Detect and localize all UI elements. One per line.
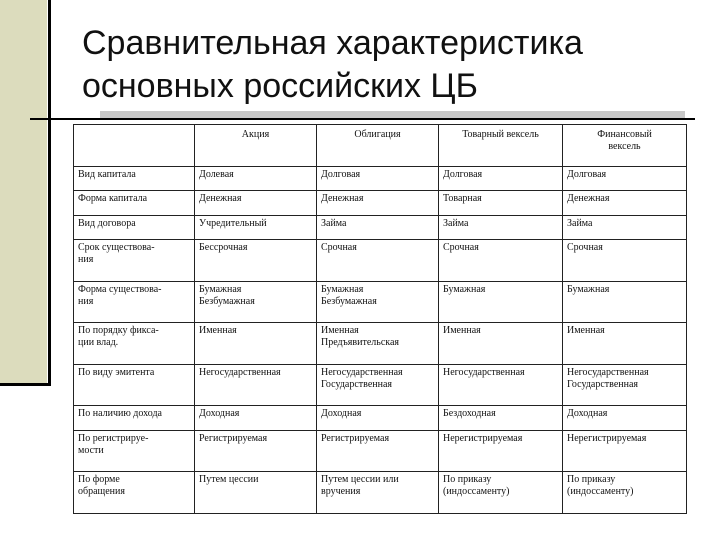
table-cell: По приказу (индоссаменту) [439,472,563,514]
table-cell: Долговая [563,167,687,191]
table-cell: Бумажная [439,281,563,323]
row-label: По наличию дохода [74,406,195,430]
table-cell: Негосударственная Государственная [317,364,439,406]
table-cell: Денежная [317,191,439,215]
table-cell: Доходная [317,406,439,430]
table-cell: Бездоходная [439,406,563,430]
table-cell: Регистрируемая [317,430,439,472]
table-row [74,472,687,514]
slide-title [82,22,642,108]
column-header: Облигация [317,125,439,167]
row-label: По форме обращения [74,472,195,514]
table-row [74,364,687,406]
row-label: По виду эмитента [74,364,195,406]
title-line-1: Сравнительная характеристика [82,24,583,62]
column-header: Акция [195,125,317,167]
table-cell: Товарная [439,191,563,215]
title-line-2: основных российских ЦБ [82,67,478,105]
row-label: Срок существова- ния [74,240,195,282]
table-cell: Нерегистрируемая [563,430,687,472]
table-cell: Доходная [563,406,687,430]
row-label: Вид договора [74,215,195,239]
table-cell: Долговая [317,167,439,191]
table-cell: Негосударственная [195,364,317,406]
row-label: Форма капитала [74,191,195,215]
table-cell: По приказу (индоссаменту) [563,472,687,514]
row-label: Вид капитала [74,167,195,191]
table-row [74,430,687,472]
table-row [74,191,687,215]
table-cell: Именная [195,323,317,365]
table-cell: Негосударственная Государственная [563,364,687,406]
column-header [74,125,195,167]
table-cell: Займа [563,215,687,239]
table-cell: Денежная [195,191,317,215]
table-cell: Срочная [439,240,563,282]
table-cell: Долевая [195,167,317,191]
table-cell: Займа [439,215,563,239]
row-label: По регистрируе- мости [74,430,195,472]
table-cell: Бессрочная [195,240,317,282]
table-row [74,406,687,430]
table-cell: Денежная [563,191,687,215]
row-label: По порядку фикса- ции влад. [74,323,195,365]
table-cell: Именная Предъявительская [317,323,439,365]
table-cell: Бумажная [563,281,687,323]
table-cell: Долговая [439,167,563,191]
table-row [74,240,687,282]
row-label: Форма существова- ния [74,281,195,323]
title-underline [30,118,695,120]
table-row [74,167,687,191]
column-header: Товарный вексель [439,125,563,167]
side-accent-bottom [0,383,51,386]
table-cell: Срочная [317,240,439,282]
table-cell: Учредительный [195,215,317,239]
table-cell: Путем цессии или вручения [317,472,439,514]
table-cell: Именная [563,323,687,365]
table-cell: Нерегистрируемая [439,430,563,472]
table-row [74,281,687,323]
table-cell: Путем цессии [195,472,317,514]
table-cell: Именная [439,323,563,365]
table-cell: Негосударственная [439,364,563,406]
table-row [74,215,687,239]
table-row [74,323,687,365]
table-cell: Бумажная Безбумажная [317,281,439,323]
table-cell: Доходная [195,406,317,430]
table-cell: Бумажная Безбумажная [195,281,317,323]
table-cell: Займа [317,215,439,239]
comparison-table [73,124,687,514]
column-header: Финансовый вексель [563,125,687,167]
table-cell: Срочная [563,240,687,282]
table-cell: Регистрируемая [195,430,317,472]
side-accent-line [48,0,51,385]
table-header-row [74,125,687,167]
side-accent-bar [0,0,47,385]
title-underline-shadow [100,111,685,118]
